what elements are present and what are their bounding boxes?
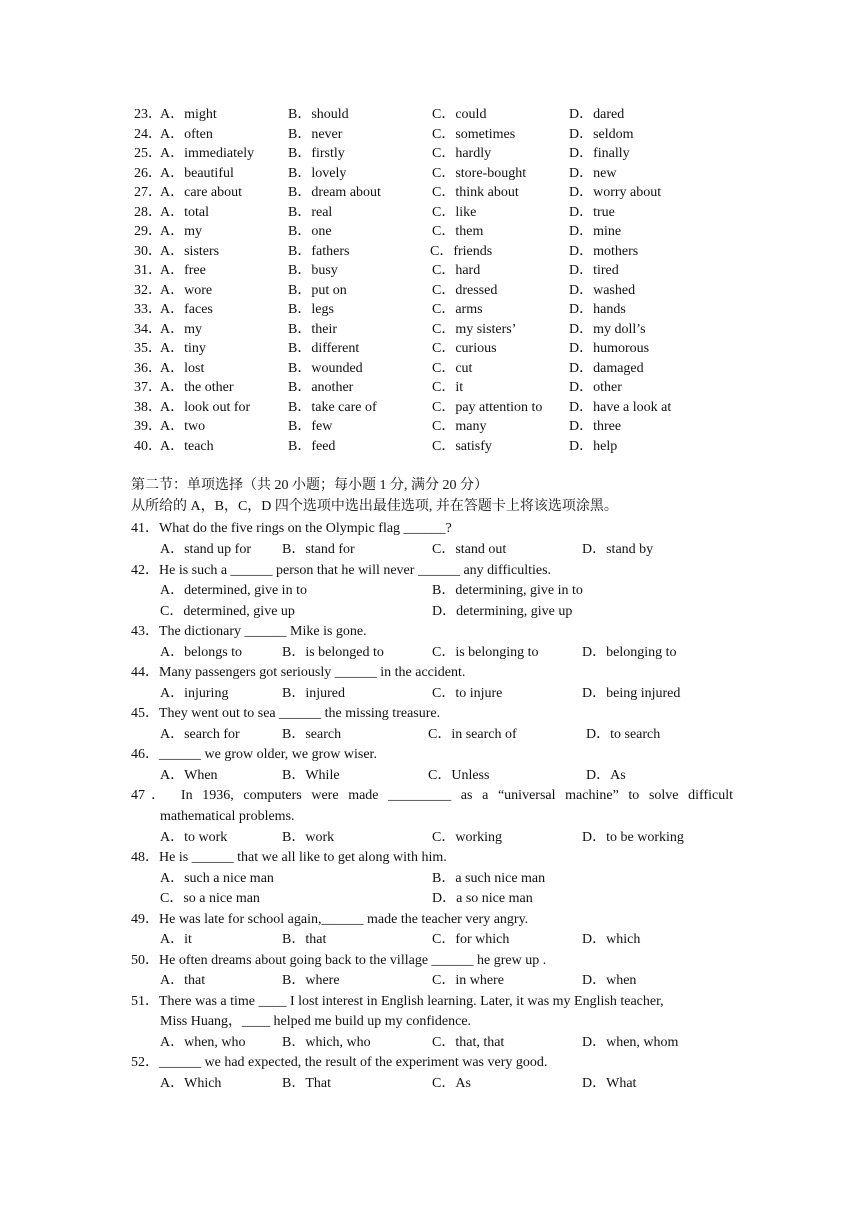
question-46-stem: 46．______ we grow older, we grow wiser. bbox=[131, 747, 377, 762]
cloze-option-b[interactable]: B．dream about bbox=[288, 185, 381, 200]
cloze-item-number: 31． bbox=[134, 263, 162, 278]
cloze-option-d[interactable]: D．three bbox=[569, 419, 622, 434]
cloze-item-number: 37． bbox=[134, 380, 162, 395]
cloze-option-d[interactable]: D．finally bbox=[569, 146, 630, 161]
cloze-option-a[interactable]: A．my bbox=[160, 322, 202, 337]
cloze-option-b[interactable]: B．never bbox=[288, 127, 343, 142]
cloze-item-number: 27． bbox=[134, 185, 162, 200]
cloze-option-a[interactable]: A．teach bbox=[160, 439, 214, 454]
question-52-option-d[interactable]: D．What bbox=[582, 1076, 637, 1091]
question-48-option-d[interactable]: D．a so nice man bbox=[432, 891, 533, 906]
question-46-option-d[interactable]: D．As bbox=[586, 768, 626, 783]
cloze-option-d[interactable]: D．have a look at bbox=[569, 400, 672, 415]
question-48-option-b[interactable]: B．a such nice man bbox=[432, 871, 546, 886]
cloze-option-c[interactable]: C．arms bbox=[432, 302, 483, 317]
cloze-item-number: 40． bbox=[134, 439, 162, 454]
cloze-option-d[interactable]: D．new bbox=[569, 166, 617, 181]
cloze-option-d[interactable]: D．damaged bbox=[569, 361, 644, 376]
question-48-option-a[interactable]: A．such a nice man bbox=[160, 871, 274, 886]
question-45-option-c[interactable]: C．in search of bbox=[428, 727, 517, 742]
cloze-item-number: 39． bbox=[134, 419, 162, 434]
question-47-option-c[interactable]: C．working bbox=[432, 830, 502, 845]
cloze-option-d[interactable]: D．worry about bbox=[569, 185, 662, 200]
cloze-option-c[interactable]: C．friends bbox=[430, 244, 493, 259]
question-51-stem-line2: Miss Huang，____ helped me build up my confidence. bbox=[160, 1014, 472, 1029]
question-51-option-c[interactable]: C．that, that bbox=[432, 1035, 505, 1050]
question-45-stem: 45．They went out to sea ______ the missing treasure. bbox=[131, 706, 441, 721]
question-45-option-b[interactable]: B．search bbox=[282, 727, 342, 742]
question-43-option-a[interactable]: A．belongs to bbox=[160, 645, 243, 660]
cloze-option-a[interactable]: A．might bbox=[160, 107, 217, 122]
cloze-option-d[interactable]: D．mothers bbox=[569, 244, 639, 259]
question-50-option-a[interactable]: A．that bbox=[160, 973, 206, 988]
cloze-option-b[interactable]: B．real bbox=[288, 205, 333, 220]
cloze-option-d[interactable]: D．humorous bbox=[569, 341, 650, 356]
cloze-option-a[interactable]: A．free bbox=[160, 263, 206, 278]
cloze-option-b[interactable]: B．should bbox=[288, 107, 349, 122]
cloze-option-a[interactable]: A．care about bbox=[160, 185, 243, 200]
question-43-option-d[interactable]: D．belonging to bbox=[582, 645, 677, 660]
question-43-option-b[interactable]: B．is belonged to bbox=[282, 645, 384, 660]
question-49-option-d[interactable]: D．which bbox=[582, 932, 641, 947]
question-49-option-a[interactable]: A．it bbox=[160, 932, 192, 947]
question-46-option-a[interactable]: A．When bbox=[160, 768, 218, 783]
question-51-option-d[interactable]: D．when, whom bbox=[582, 1035, 679, 1050]
question-49-option-b[interactable]: B．that bbox=[282, 932, 327, 947]
cloze-item-number: 32． bbox=[134, 283, 162, 298]
cloze-option-a[interactable]: A．often bbox=[160, 127, 213, 142]
cloze-item-number: 23． bbox=[134, 107, 162, 122]
question-45-option-d[interactable]: D．to search bbox=[586, 727, 661, 742]
question-49-stem: 49．He was late for school again,______ made the teacher very angry. bbox=[131, 912, 529, 927]
question-52-option-b[interactable]: B．That bbox=[282, 1076, 331, 1091]
cloze-option-b[interactable]: B．few bbox=[288, 419, 333, 434]
cloze-option-d[interactable]: D．dared bbox=[569, 107, 625, 122]
cloze-option-d[interactable]: D．my doll’s bbox=[569, 322, 646, 337]
cloze-option-a[interactable]: A．lost bbox=[160, 361, 205, 376]
cloze-option-a[interactable]: A．the other bbox=[160, 380, 234, 395]
question-44-option-d[interactable]: D．being injured bbox=[582, 686, 681, 701]
question-42-option-c[interactable]: C．determined, give up bbox=[160, 604, 295, 619]
question-46-option-c[interactable]: C．Unless bbox=[428, 768, 490, 783]
question-52-stem: 52．______ we had expected, the result of the experiment was very good. bbox=[131, 1055, 548, 1070]
cloze-option-c[interactable]: C．could bbox=[432, 107, 487, 122]
question-50-option-c[interactable]: C．in where bbox=[432, 973, 504, 988]
section-instruction: 从所给的 A，B，C，D 四个选项中选出最佳选项, 并在答题卡上将该选项涂黑。 bbox=[131, 499, 618, 514]
cloze-item-number: 24． bbox=[134, 127, 162, 142]
question-44-option-b[interactable]: B．injured bbox=[282, 686, 345, 701]
cloze-option-d[interactable]: D．tired bbox=[569, 263, 619, 278]
question-52-option-a[interactable]: A．Which bbox=[160, 1076, 222, 1091]
question-43-option-c[interactable]: C．is belonging to bbox=[432, 645, 539, 660]
question-51-stem-line1: 51．There was a time ____ I lost interest in English learning. Later, it was my English teacher, bbox=[131, 994, 664, 1009]
question-44-option-a[interactable]: A．injuring bbox=[160, 686, 229, 701]
cloze-item-number: 26． bbox=[134, 166, 162, 181]
cloze-option-d[interactable]: D．washed bbox=[569, 283, 636, 298]
cloze-item-number: 29． bbox=[134, 224, 162, 239]
cloze-option-b[interactable]: B．legs bbox=[288, 302, 334, 317]
cloze-option-b[interactable]: B．put on bbox=[288, 283, 347, 298]
cloze-option-b[interactable]: B．lovely bbox=[288, 166, 347, 181]
question-51-option-b[interactable]: B．which, who bbox=[282, 1035, 371, 1050]
cloze-option-b[interactable]: B．wounded bbox=[288, 361, 363, 376]
cloze-option-c[interactable]: C．think about bbox=[432, 185, 519, 200]
cloze-option-c[interactable]: C．many bbox=[432, 419, 487, 434]
cloze-option-c[interactable]: C．sometimes bbox=[432, 127, 516, 142]
section-title: 第二节：单项选择（共 20 小题；每小题 1 分, 满分 20 分） bbox=[131, 478, 488, 493]
cloze-option-a[interactable]: A．my bbox=[160, 224, 202, 239]
question-47-option-b[interactable]: B．work bbox=[282, 830, 335, 845]
question-48-option-c[interactable]: C．so a nice man bbox=[160, 891, 260, 906]
cloze-option-a[interactable]: A．immediately bbox=[160, 146, 255, 161]
question-50-stem: 50．He often dreams about going back to the village ______ he grew up . bbox=[131, 953, 547, 968]
cloze-item-number: 33． bbox=[134, 302, 162, 317]
question-50-option-b[interactable]: B．where bbox=[282, 973, 340, 988]
cloze-option-d[interactable]: D．mine bbox=[569, 224, 622, 239]
cloze-option-c[interactable]: C．satisfy bbox=[432, 439, 492, 454]
cloze-option-c[interactable]: C．it bbox=[432, 380, 464, 395]
question-41-option-a[interactable]: A．stand up for bbox=[160, 542, 251, 557]
cloze-option-a[interactable]: A．wore bbox=[160, 283, 213, 298]
question-50-option-d[interactable]: D．when bbox=[582, 973, 637, 988]
cloze-option-d[interactable]: D．seldom bbox=[569, 127, 634, 142]
cloze-option-a[interactable]: A．total bbox=[160, 205, 209, 220]
cloze-option-a[interactable]: A．two bbox=[160, 419, 206, 434]
question-41-option-b[interactable]: B．stand for bbox=[282, 542, 355, 557]
cloze-option-b[interactable]: B．busy bbox=[288, 263, 338, 278]
cloze-option-c[interactable]: C．my sisters’ bbox=[432, 322, 517, 337]
question-41-option-c[interactable]: C．stand out bbox=[432, 542, 507, 557]
cloze-option-b[interactable]: B．their bbox=[288, 322, 337, 337]
question-42-option-b[interactable]: B．determining, give in to bbox=[432, 583, 583, 598]
question-44-stem: 44．Many passengers got seriously ______ in the accident. bbox=[131, 665, 466, 680]
question-41-option-d[interactable]: D．stand by bbox=[582, 542, 654, 557]
cloze-option-c[interactable]: C．hard bbox=[432, 263, 481, 278]
cloze-option-d[interactable]: D．other bbox=[569, 380, 622, 395]
cloze-option-a[interactable]: A．look out for bbox=[160, 400, 251, 415]
question-49-option-c[interactable]: C．for which bbox=[432, 932, 510, 947]
cloze-option-b[interactable]: B．different bbox=[288, 341, 360, 356]
cloze-option-c[interactable]: C．them bbox=[432, 224, 484, 239]
cloze-option-c[interactable]: C．like bbox=[432, 205, 477, 220]
cloze-option-d[interactable]: D．help bbox=[569, 439, 618, 454]
question-43-stem: 43．The dictionary ______ Mike is gone. bbox=[131, 624, 367, 639]
cloze-option-d[interactable]: D．hands bbox=[569, 302, 626, 317]
cloze-option-c[interactable]: C．cut bbox=[432, 361, 473, 376]
cloze-item-number: 38． bbox=[134, 400, 162, 415]
question-47-option-d[interactable]: D．to be working bbox=[582, 830, 684, 845]
question-42-option-a[interactable]: A．determined, give in to bbox=[160, 583, 307, 598]
cloze-option-a[interactable]: A．tiny bbox=[160, 341, 206, 356]
cloze-item-number: 35． bbox=[134, 341, 162, 356]
cloze-option-b[interactable]: B．another bbox=[288, 380, 354, 395]
question-44-option-c[interactable]: C．to injure bbox=[432, 686, 503, 701]
cloze-option-c[interactable]: C．pay attention to bbox=[432, 400, 543, 415]
cloze-option-c[interactable]: C．hardly bbox=[432, 146, 492, 161]
cloze-item-number: 30． bbox=[134, 244, 162, 259]
question-42-stem: 42．He is such a ______ person that he will never ______ any difficulties. bbox=[131, 563, 552, 578]
cloze-option-b[interactable]: B．fathers bbox=[288, 244, 350, 259]
cloze-item-number: 36． bbox=[134, 361, 162, 376]
cloze-option-b[interactable]: B．firstly bbox=[288, 146, 345, 161]
cloze-option-c[interactable]: C．store-bought bbox=[432, 166, 527, 181]
cloze-option-c[interactable]: C．curious bbox=[432, 341, 497, 356]
cloze-option-b[interactable]: B．one bbox=[288, 224, 332, 239]
question-46-option-b[interactable]: B．While bbox=[282, 768, 340, 783]
question-41-stem: 41．What do the five rings on the Olympic flag ______? bbox=[131, 521, 452, 536]
question-51-option-a[interactable]: A．when, who bbox=[160, 1035, 246, 1050]
cloze-option-b[interactable]: B．feed bbox=[288, 439, 336, 454]
cloze-option-a[interactable]: A．sisters bbox=[160, 244, 220, 259]
question-42-option-d[interactable]: D．determining, give up bbox=[432, 604, 573, 619]
question-45-option-a[interactable]: A．search for bbox=[160, 727, 240, 742]
cloze-option-c[interactable]: C．dressed bbox=[432, 283, 498, 298]
question-47-stem-line2: mathematical problems. bbox=[160, 809, 295, 824]
cloze-option-a[interactable]: A．faces bbox=[160, 302, 213, 317]
cloze-option-a[interactable]: A．beautiful bbox=[160, 166, 234, 181]
question-47-option-a[interactable]: A．to work bbox=[160, 830, 228, 845]
cloze-item-number: 25． bbox=[134, 146, 162, 161]
cloze-item-number: 28． bbox=[134, 205, 162, 220]
cloze-item-number: 34． bbox=[134, 322, 162, 337]
question-47-stem-line1: 47． In 1936, computers were made _________ as a “universal machine” to solve difficult bbox=[131, 788, 733, 803]
cloze-option-d[interactable]: D．true bbox=[569, 205, 615, 220]
question-52-option-c[interactable]: C．As bbox=[432, 1076, 471, 1091]
cloze-option-b[interactable]: B．take care of bbox=[288, 400, 377, 415]
question-48-stem: 48．He is ______ that we all like to get along with him. bbox=[131, 850, 447, 865]
